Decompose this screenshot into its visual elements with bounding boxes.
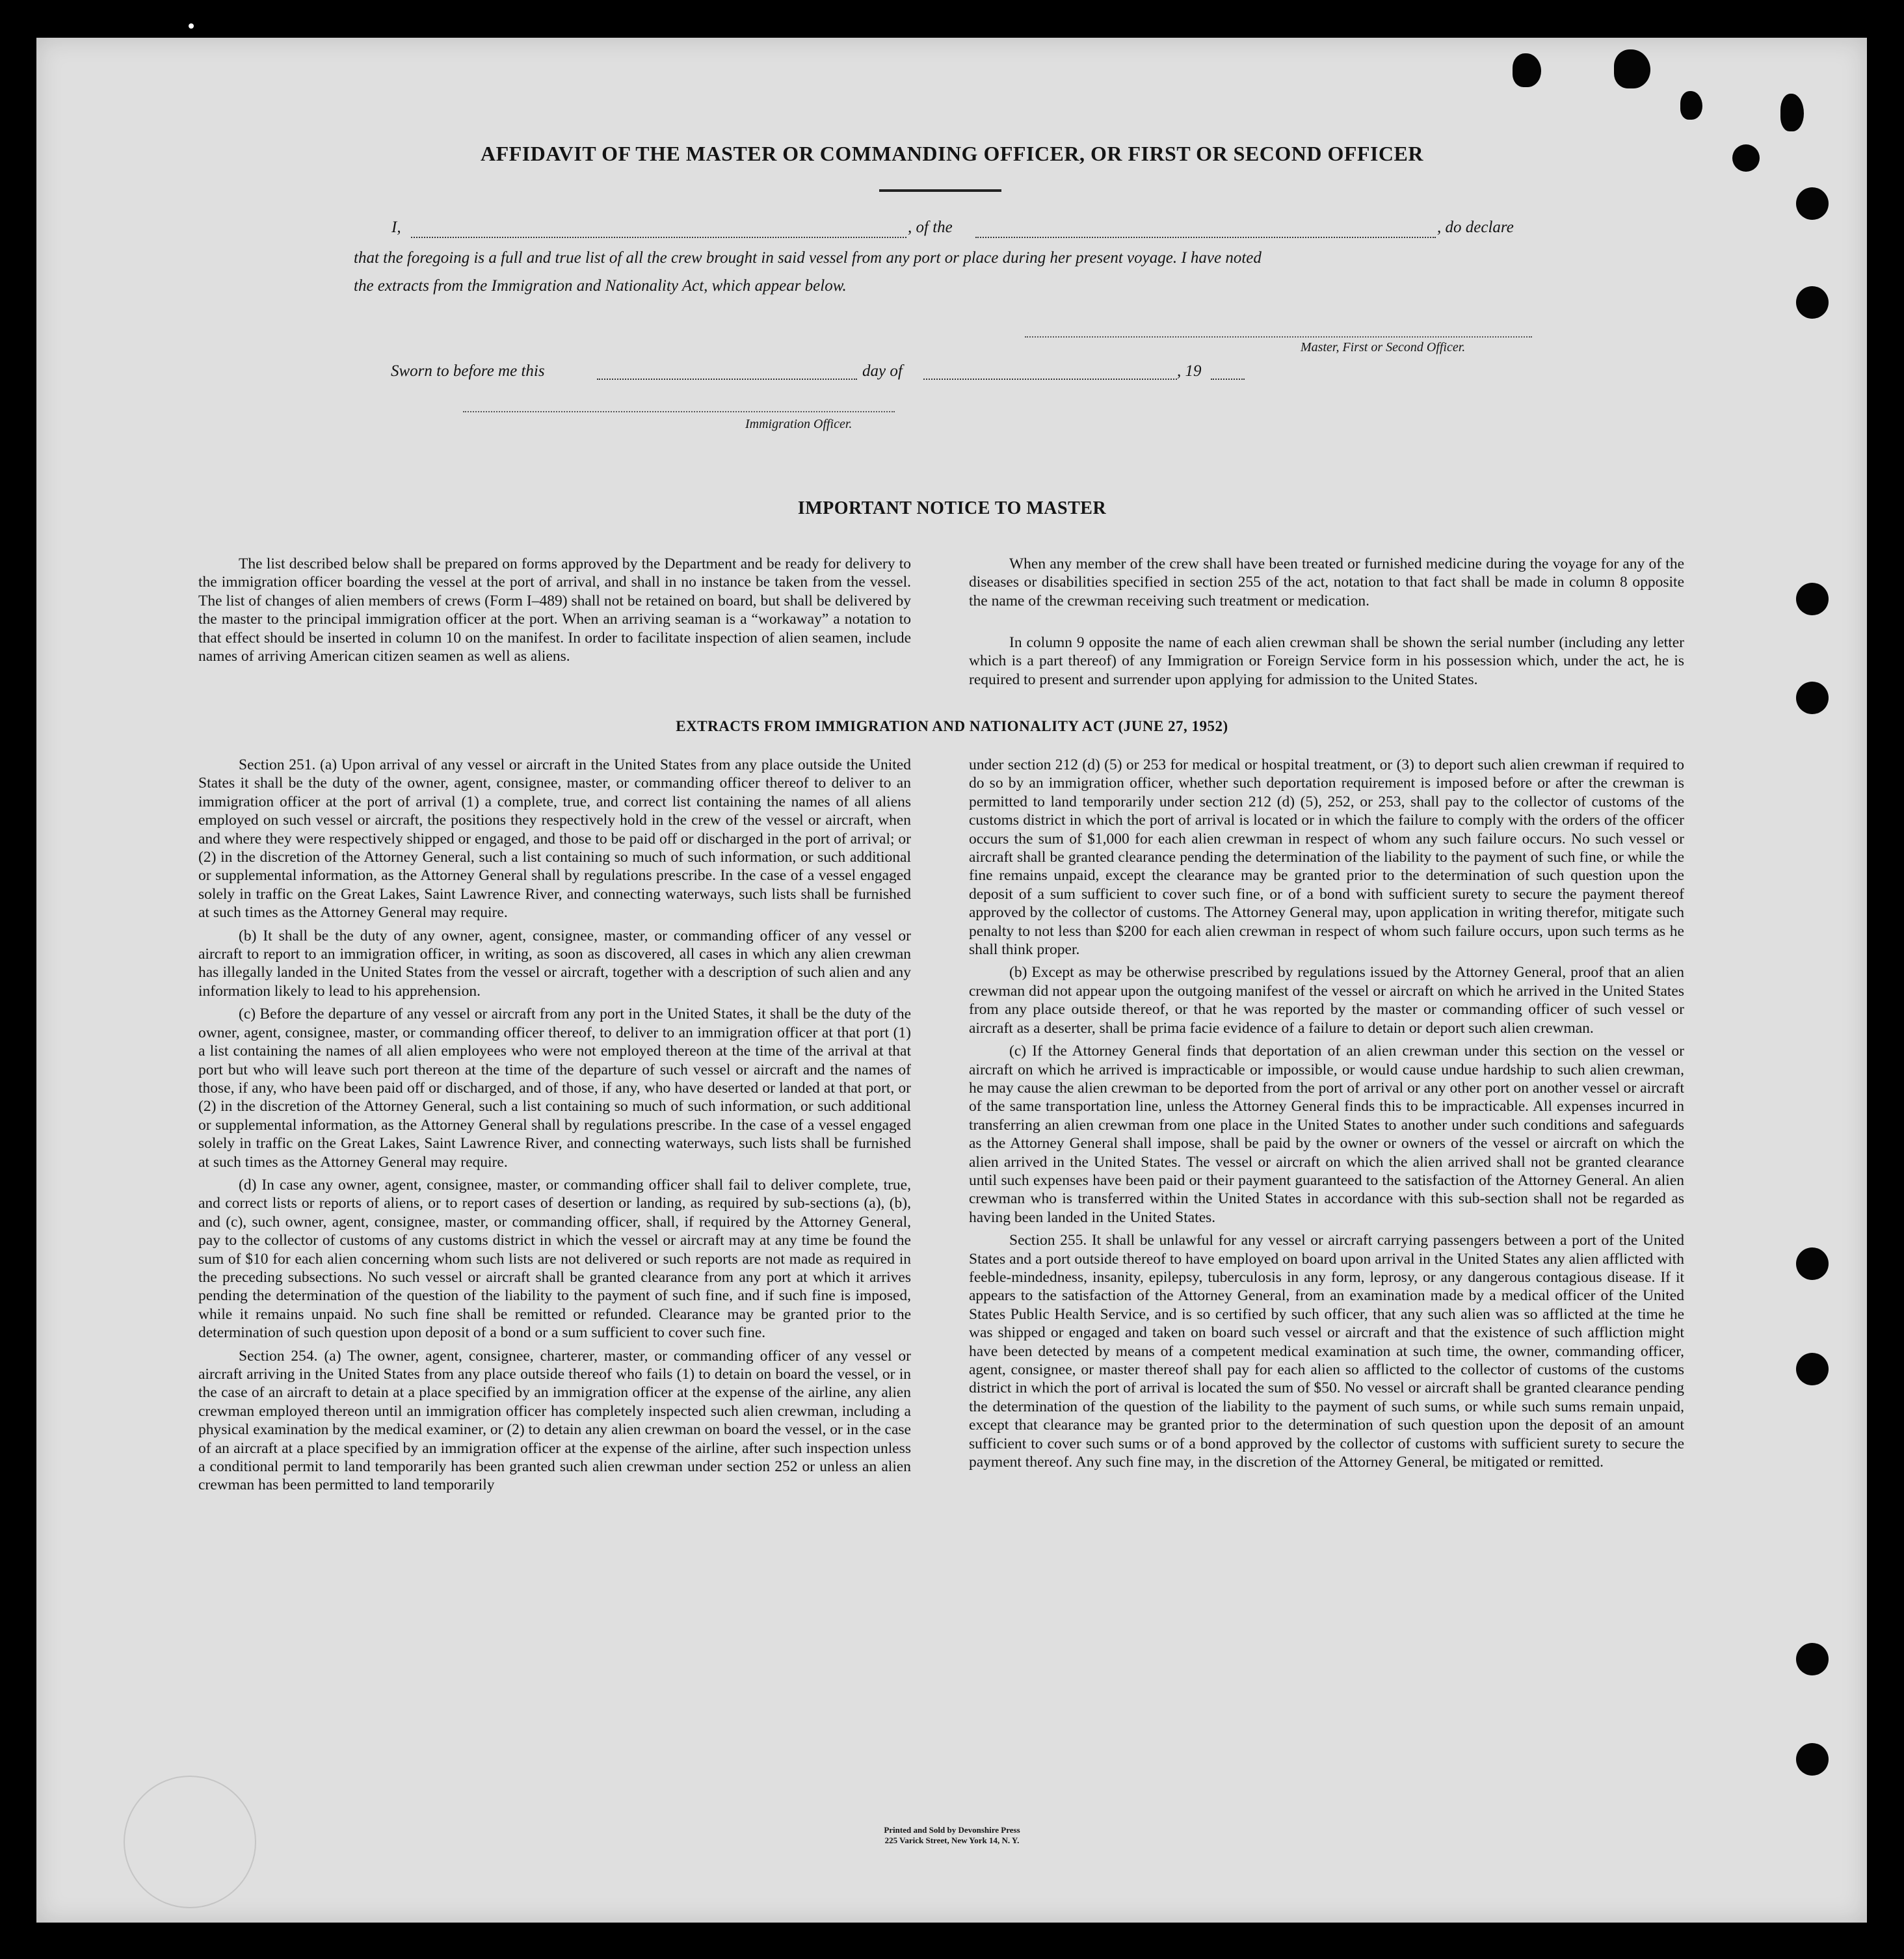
punch-hole (1796, 682, 1829, 714)
notice-title: IMPORTANT NOTICE TO MASTER (797, 498, 1107, 518)
extracts-title: EXTRACTS FROM IMMIGRATION AND NATIONALITY ACT (JUNE 27, 1952) (676, 718, 1228, 734)
sworn-month-line[interactable] (923, 379, 1177, 380)
immigration-officer-signature-line[interactable] (463, 411, 895, 412)
punch-hole (1796, 1743, 1829, 1776)
day-of-label: day of (862, 362, 903, 380)
notice-left-paragraph: The list described below shall be prepared on forms approved by the Department and be ready for delivery to the immigration officer boarding the vessel at the port of arrival, and shall in no instance be taken from the vessel. The list of changes of alien members of crews (Form I–489) shall not be retained on board, but shall be delivered by the master to the principal immigration officer at the port. When an arriving seaman is a “workaway” a notation to that effect should be inserted in column 10 on the manifest. In order to facilitate inspection of alien seamen, include names of arriving American citizen seamen as well as aliens. (198, 555, 911, 665)
ink-blot (1513, 53, 1541, 87)
section-251-c: (c) Before the departure of any vessel or aircraft from any port in the United States, it shall be the duty of the owner, agent, consignee, master, or commanding officer thereof, to deliver to an immigration officer at that port (1) a list containing the names of all alien employees who were not employed thereon at the time of the arrival at that port but who will leave such port thereon at the time of the departure of such vessel or aircraft and the names of those, if any, who have been paid off or discharged, and of those, if any, who have deserted or landed at that port, or (2) in the discretion of the Attorney General, such a list containing so much of such information, or such additional or supplemental information, as the Attorney General shall by regulations prescribe. In the case of a vessel engaged solely in traffic on the Great Lakes, Saint Lawrence River, and connecting waterways, such lists shall be furnished at such times as the Attorney General may require. (198, 1006, 911, 1171)
declaration-line-2: that the foregoing is a full and true list of all the crew brought in said vessel from any port or place during her present voyage. I have noted (354, 249, 1262, 267)
printer-imprint-line-1: Printed and Sold by Devonshire Press (884, 1825, 1020, 1835)
punch-hole (1796, 1353, 1829, 1385)
ink-blot (1614, 49, 1650, 88)
year-label: , 19 (1177, 362, 1202, 380)
section-254-c: (c) If the Attorney General finds that deportation of an alien crewman under this section on the vessel or aircraft on which he arrived is impracticable or impossible, or would cause undue hardship to such alien crewman, he may cause the alien crewman to be deported from the port of arrival or any other port on another vessel or aircraft of the same transportation line, unless the Attorney General finds this to be impracticable. All expenses incurred in transferring an alien crewman from one place in the United States to another under such conditions and safeguards as the Attorney General shall impose, shall be paid by the owner or owners of the vessel or aircraft on which the alien arrived in the United States. The vessel or aircraft on which the alien arrived shall not be granted clearance until such expenses have been paid or their payment guaranteed to the satisfaction of the Attorney General. An alien crewman who is transferred within the United States in accordance with this sub-section shall not be regarded as having been landed in the United States. (969, 1043, 1684, 1226)
vessel-name-line[interactable] (975, 237, 1436, 238)
section-254-b: (b) Except as may be otherwise prescribed by regulations issued by the Attorney General, proof that an alien crewman did not appear upon the outgoing manifest of the vessel or aircraft on which he arrived in the United States from any place outside thereof, or that he was reported by the master or commanding officer of such vessel or aircraft as a deserter, shall be prima facie evidence of a failure to detain or deport such alien crewman. (969, 964, 1684, 1037)
section-255: Section 255. It shall be unlawful for any vessel or aircraft carrying passengers between a port of the United States and a port outside thereof to have employed on board upon arrival in the United States any alien afflicted with feeble-mindedness, insanity, epilepsy, tuberculosis in any form, leprosy, or any dangerous contagious disease. If it appears to the satisfaction of the Attorney General, from an examination made by a medical officer of the United States Public Health Service, and is so certified by such officer, that any such alien was so afflicted at the time he was shipped or engaged and taken on board such vessel or aircraft and that the existence of such affliction might have been detected by means of a competent medical examination at such time, the owner, commanding officer, agent, consignee, or master thereof shall pay for each alien so afflicted to the collector of customs of the customs district in which the port of arrival is located the sum of $50. No vessel or aircraft shall be granted clearance pending the determination of the question of the liability to the payment of such sums, or while such sums remain unpaid, except that clearance may be granted prior to the determination of such question upon the deposit of an amount sufficient to cover such sums or of a bond approved by the collector of customs with sufficient surety to secure the payment thereof. Any such fine may, in the discretion of the Attorney General, be mitigated or remitted. (969, 1232, 1684, 1471)
section-251-a: Section 251. (a) Upon arrival of any vessel or aircraft in the United States from any place outside the United States it shall be the duty of the owner, agent, consignee, master, or commanding officer thereof to deliver to an immigration officer at the port of arrival (1) a complete, true, and correct list containing the names of all aliens employed on such vessel or aircraft, the positions they respectively hold in the crew of the vessel or aircraft, when and where they were respectively shipped or engaged, and those to be paid off or discharged in the port of arrival; or (2) in the discretion of the Attorney General, such a list containing so much of such information, or such additional or supplemental information, as the Attorney General shall by regulations prescribe. In the case of a vessel engaged solely in traffic on the Great Lakes, Saint Lawrence River, and connecting waterways, such lists shall be furnished at such times as the Attorney General may require. (198, 756, 911, 922)
affidavit-title: AFFIDAVIT OF THE MASTER OR COMMANDING OFFICER, OR FIRST OR SECOND OFFICER (481, 142, 1423, 165)
punch-hole (1796, 286, 1829, 319)
declarant-name-line[interactable] (411, 237, 906, 238)
section-251-d: (d) In case any owner, agent, consignee, master, or commanding officer shall fail to deliver complete, true, and correct lists or reports of aliens, or to report cases of desertion or landing, as required by sub-sections (a), (b), and (c), such owner, agent, consignee, master, or commanding officer, shall, if required by the Attorney General, pay to the collector of customs of any customs district in which the vessel or aircraft may at any time be found the sum of $10 for each alien concerning whom such lists are not delivered or such reports are not made as required in the preceding subsections. No such vessel or aircraft shall be granted clearance from any port at which it arrives pending the determination of the question of the liability to the payment of such fine, and if such fine is imposed, while it remains unpaid. No such fine shall be remitted or refunded. Clearance may be granted prior to the determination of such question upon deposit of a bond or a sum sufficient to cover such fine. (198, 1176, 911, 1342)
printer-imprint-line-2: 225 Varick Street, New York 14, N. Y. (884, 1835, 1020, 1845)
film-speck (189, 23, 194, 29)
punch-hole (1796, 583, 1829, 615)
punch-hole (1732, 144, 1760, 172)
sworn-day-line[interactable] (597, 379, 857, 380)
master-caption: Master, First or Second Officer. (1301, 340, 1466, 354)
declaration-line-3: the extracts from the Immigration and Nationality Act, which appear below. (354, 277, 847, 295)
declarant-label: I, (391, 219, 401, 236)
punch-hole (1796, 1643, 1829, 1675)
extracts-left-column (198, 756, 911, 1495)
immigration-officer-caption: Immigration Officer. (745, 417, 853, 431)
declare-label: , do declare (1437, 219, 1514, 236)
embossed-seal (124, 1776, 256, 1908)
vessel-label: , of the (908, 219, 953, 236)
section-254-a-part-2: under section 212 (d) (5) or 253 for medical or hospital treatment, or (3) to deport such alien crewman if required to do so by an immigration officer, whether such deportation requirement is imposed before or after the crewman is permitted to land temporarily under section 212 (d) (5), 252, or 253, shall pay to the collector of customs of the customs district in which the port of arrival is located or in which the failure to comply with the orders of the officer occurs the sum of $1,000 for each alien crewman in respect of whom any such failure occurs. No such vessel or aircraft shall be granted clearance pending the determination of the liability to the payment of such fine, or while the fine remains unpaid, except the clearance may be granted prior to the determination of such question upon the deposit of a sum sufficient to cover such fine, or of a bond with sufficient surety to secure the payment thereof approved by the collector of customs. The Attorney General may, upon application in writing therefor, mitigate such penalty to not less than $200 for each alien crewman in respect of whom such failure occurs, upon such terms as he shall think proper. (969, 756, 1684, 959)
section-254-a-part-1: Section 254. (a) The owner, agent, consignee, charterer, master, or commanding officer of any vessel or aircraft arriving in the United States from any place outside thereof who fails (1) to detain on board the vessel, or in the case of an aircraft to detain at a place specified by an immigration officer at the expense of the airline, any alien crewman employed thereon until an immigration officer has completely inspected such alien crewman, including a physical examination by the medical examiner, or (2) to detain any alien crewman on board the vessel, or in the case of an aircraft at a place specified by an immigration officer at the expense of the airline, after such inspection unless a conditional permit to land temporarily has been granted such alien crewman under section 252 or unless an alien crewman has been permitted to land temporarily (198, 1347, 911, 1494)
master-signature-line[interactable] (1025, 336, 1532, 338)
section-251-b: (b) It shall be the duty of any owner, agent, consignee, master, or commanding officer of any vessel or aircraft to report to an immigration officer, in writing, as soon as discovered, all cases in which any alien crewman has illegally landed in the United States from the vessel or aircraft, together with a description of such alien and any information likely to lead to his apprehension. (198, 927, 911, 1000)
sworn-year-line[interactable] (1211, 379, 1245, 380)
title-rule (879, 189, 1001, 192)
ink-blot (1780, 94, 1804, 131)
punch-hole (1796, 1247, 1829, 1280)
sworn-label: Sworn to before me this (391, 362, 545, 380)
notice-right-paragraph-1: When any member of the crew shall have been treated or furnished medicine during the voyage for any of the diseases or disabilities specified in section 255 of the act, notation to that fact shall be made in column 8 opposite the name of the crewman receiving such treatment or medication. (969, 555, 1684, 609)
notice-right-paragraph-2: In column 9 opposite the name of each alien crewman shall be shown the serial number (including any letter which is a part thereof) of any Immigration or Foreign Service form in his possession which, under the act, he is required to present and surrender upon applying for admission to the United States. (969, 634, 1684, 688)
ink-blot (1680, 91, 1702, 120)
punch-hole (1796, 187, 1829, 220)
extracts-right-column (969, 756, 1684, 1471)
